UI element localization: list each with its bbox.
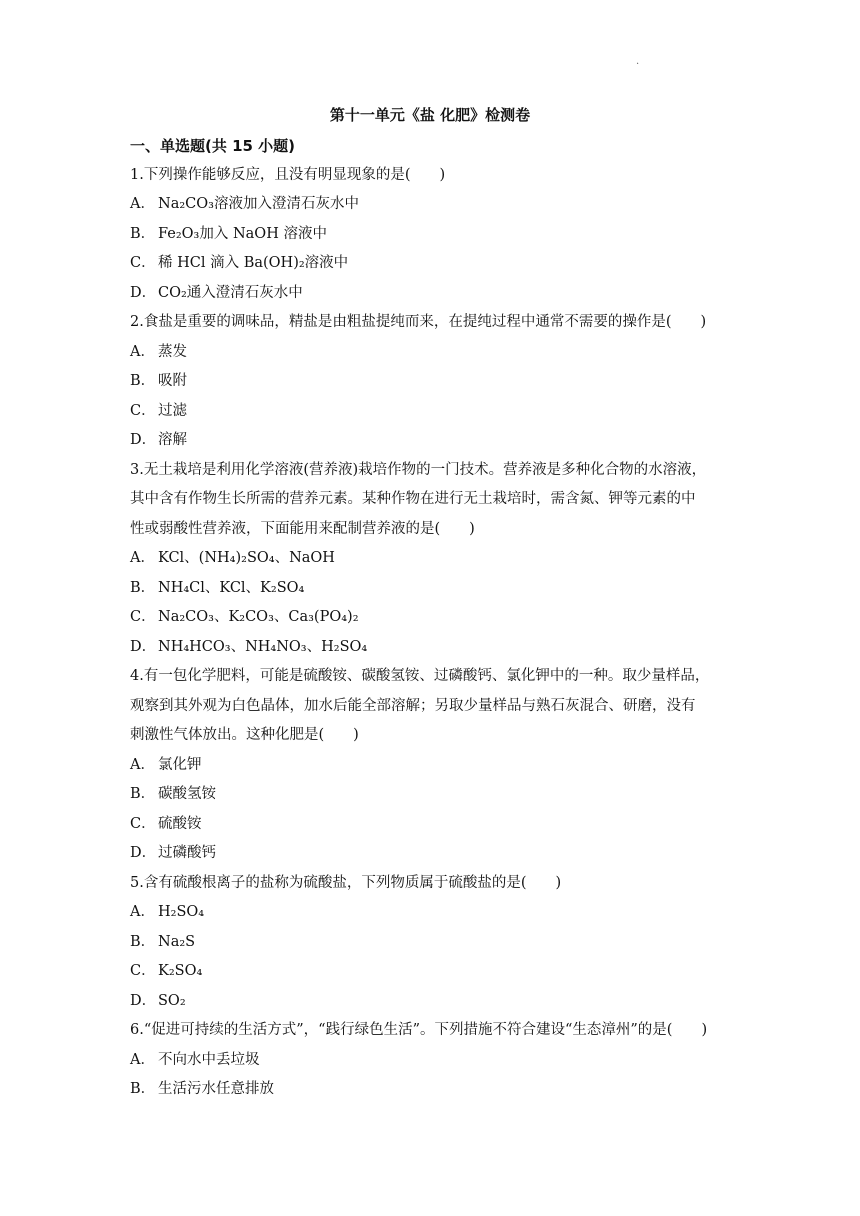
question-6-stem: 6.“促进可持续的生活方式”，“践行绿色生活”。下列措施不符合建设“生态漳州”的是( ) (130, 1022, 708, 1038)
question-4-stem-line-2: 观察到其外观为白色晶体，加水后能全部溶解；另取少量样品与熟石灰混合、研磨，没有 (130, 698, 696, 714)
question-4-option-d: D． 过磷酸钙 (130, 845, 216, 861)
question-2-option-c: C． 过滤 (130, 403, 187, 419)
question-3-option-b: B． NH₄Cl、KCl、K₂SO₄ (130, 580, 305, 596)
header-dot: . (636, 56, 640, 67)
question-1-option-a: A． Na₂CO₃溶液加入澄清石灰水中 (130, 196, 359, 212)
question-1-option-b: B． Fe₂O₃加入 NaOH 溶液中 (130, 226, 327, 242)
question-3-option-c: C． Na₂CO₃、K₂CO₃、Ca₃(PO₄)₂ (130, 609, 359, 625)
question-4-option-c: C． 硫酸铵 (130, 816, 202, 832)
question-2-option-a: A． 蒸发 (130, 344, 187, 360)
page-title: 第十一单元《盐 化肥》检测卷 (329, 106, 531, 124)
question-5-option-d: D． SO₂ (130, 993, 186, 1009)
question-1-stem: 1.下列操作能够反应，且没有明显现象的是( ) (130, 167, 446, 183)
question-4-stem-line-1: 4.有一包化学肥料，可能是硫酸铵、碳酸氢铵、过磷酸钙、氯化钾中的一种。取少量样品， (130, 668, 710, 684)
question-4-option-b: B． 碳酸氢铵 (130, 786, 216, 802)
section-heading: 一、单选题(共 15 小题) (130, 137, 296, 155)
question-3-option-a: A． KCl、(NH₄)₂SO₄、NaOH (130, 550, 335, 566)
question-3-option-d: D． NH₄HCO₃、NH₄NO₃、H₂SO₄ (130, 639, 368, 655)
question-1-option-c: C． 稀 HCl 滴入 Ba(OH)₂溶液中 (130, 255, 349, 271)
question-5-option-a: A． H₂SO₄ (130, 904, 205, 920)
question-4-option-a: A． 氯化钾 (130, 757, 202, 773)
question-6-option-a: A． 不向水中丢垃圾 (130, 1052, 260, 1068)
question-5-stem: 5.含有硫酸根离子的盐称为硫酸盐，下列物质属于硫酸盐的是( ) (130, 875, 562, 891)
question-1-option-d: D． CO₂通入澄清石灰水中 (130, 285, 303, 301)
question-2-option-d: D． 溶解 (130, 432, 187, 448)
question-4-stem-line-3: 刺激性气体放出。这种化肥是( ) (130, 727, 359, 743)
question-2-option-b: B． 吸附 (130, 373, 187, 389)
question-5-option-c: C． K₂SO₄ (130, 963, 203, 979)
question-6-option-b: B． 生活污水任意排放 (130, 1081, 274, 1097)
question-3-stem-line-3: 性或弱酸性营养液，下面能用来配制营养液的是( ) (130, 521, 475, 537)
question-3-stem-line-2: 其中含有作物生长所需的营养元素。某种作物在进行无土栽培时，需含氮、钾等元素的中 (130, 491, 696, 507)
question-2-stem: 2.食盐是重要的调味品，精盐是由粗盐提纯而来，在提纯过程中通常不需要的操作是( ) (130, 314, 707, 330)
question-5-option-b: B． Na₂S (130, 934, 196, 950)
question-3-stem-line-1: 3.无土栽培是利用化学溶液(营养液)栽培作物的一门技术。营养液是多种化合物的水溶液， (130, 462, 707, 478)
